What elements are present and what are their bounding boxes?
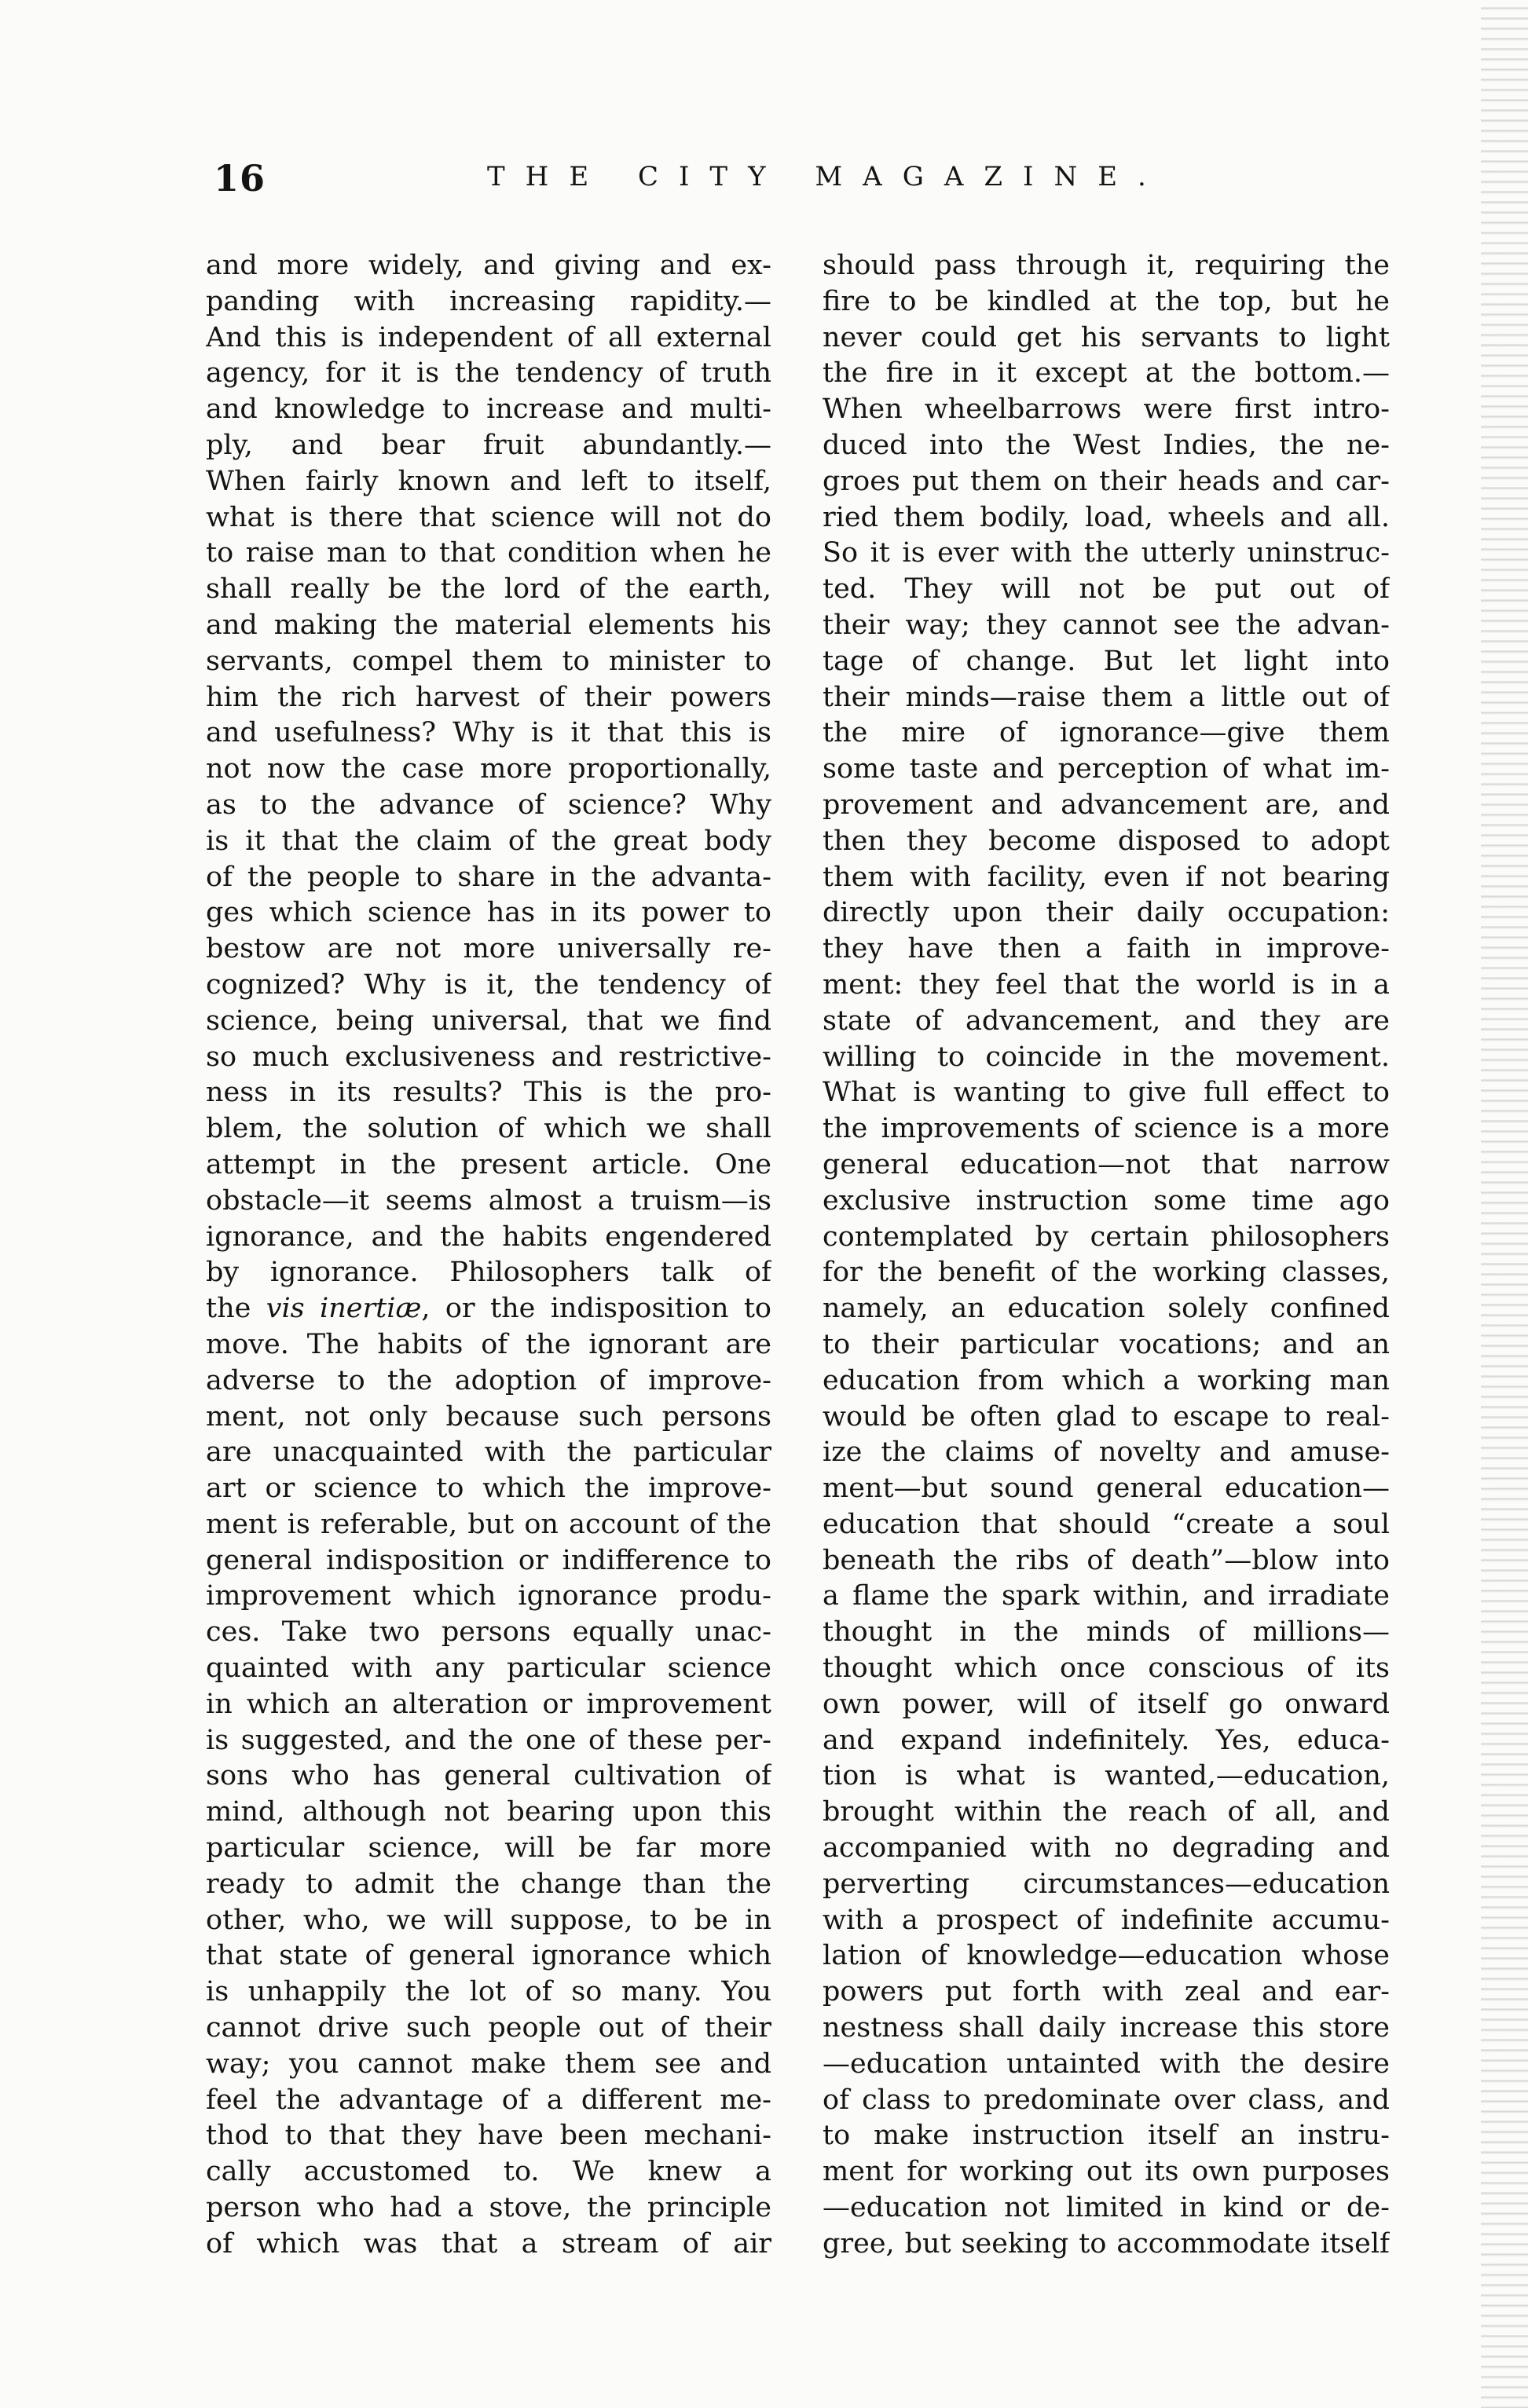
text-line: ment: they feel that the world is in a [823, 968, 1390, 1001]
text-line: When wheelbarrows were first intro- [823, 393, 1390, 426]
text-line: general education—not that narrow [823, 1148, 1390, 1180]
text-line: for the benefit of the working classes, [823, 1257, 1390, 1289]
text-line: is unhappily the lot of so many. You [206, 1976, 771, 2008]
text-line: what is there that science will not do [206, 501, 771, 533]
text-line: exclusive instruction some time ago [823, 1184, 1390, 1217]
text-line: education from which a working man [823, 1364, 1390, 1396]
text-line: tage of change. But let light into [823, 645, 1390, 677]
scan-edge-artifact [1481, 0, 1528, 2408]
text-line: to raise man to that condition when he [206, 537, 771, 569]
italic-phrase: vis inertiæ [266, 1293, 422, 1325]
text-line: cognized? Why is it, the tendency of [206, 968, 771, 1001]
text-line: attempt in the present article. One [206, 1148, 771, 1180]
text-line: ply, and bear fruit abundantly.— [206, 429, 771, 461]
right-text-column [823, 248, 1390, 2263]
text-line: —education untainted with the desire [823, 2048, 1390, 2080]
text-line: not now the case more proportionally, [206, 753, 771, 785]
text-line: namely, an education solely confined [823, 1293, 1390, 1325]
text-line: panding with increasing rapidity.— [206, 285, 771, 317]
text-line: to make instruction itself an instru- [823, 2120, 1390, 2152]
text-line: thod to that they have been mechani- [206, 2120, 771, 2152]
text-line: contemplated by certain philosophers [823, 1220, 1390, 1253]
running-title: THE CITY MAGAZINE. [487, 161, 1167, 192]
text-line: And this is independent of all external [206, 321, 771, 353]
text-line: ment is referable, but on account of the [206, 1508, 771, 1540]
text-line: sons who has general cultivation of [206, 1760, 771, 1792]
text-line: their way; they cannot see the advan- [823, 609, 1390, 641]
text-line: never could get his servants to light [823, 321, 1390, 353]
text-line: thought in the minds of millions— [823, 1616, 1390, 1649]
text-line: and knowledge to increase and multi- [206, 393, 771, 426]
text-line: ment, not only because such persons [206, 1400, 771, 1433]
text-line: What is wanting to give full effect to [823, 1077, 1390, 1109]
text-line: their minds—raise them a little out of [823, 681, 1390, 713]
text-line: is it that the claim of the great body [206, 825, 771, 857]
text-line: and more widely, and giving and ex- [206, 250, 771, 281]
text-line: provement and advancement are, and [823, 789, 1390, 821]
text-line: education that should “create a soul [823, 1508, 1390, 1540]
text-line: shall really be the lord of the earth, [206, 573, 771, 606]
text-line: ted. They will not be put out of [823, 573, 1390, 606]
text-line: are unacquainted with the particular [206, 1436, 771, 1469]
text-line: the improvements of science is a more [823, 1113, 1390, 1145]
text-line: that state of general ignorance which [206, 1940, 771, 1972]
text-line: with a prospect of indefinite accumu- [823, 1904, 1390, 1936]
text-line: ment—but sound general education— [823, 1473, 1390, 1505]
text-line: ness in its results? This is the pro- [206, 1077, 771, 1109]
text-line: they have then a faith in improve- [823, 933, 1390, 965]
text-line: mind, although not bearing upon this [206, 1796, 771, 1828]
text-line: general indisposition or indifference to [206, 1544, 771, 1576]
text-line: fire to be kindled at the top, but he [823, 285, 1390, 317]
text-line: thought which once conscious of its [823, 1652, 1390, 1685]
text-line: of the people to share in the advanta- [206, 861, 771, 893]
text-line: person who had a stove, the principle [206, 2192, 771, 2224]
text-line: willing to coincide in the movement. [823, 1041, 1390, 1073]
text-line: ment for working out its own purposes [823, 2156, 1390, 2188]
text-line: directly upon their daily occupation: [823, 897, 1390, 929]
text-line: state of advancement, and they are [823, 1005, 1390, 1037]
text-line: the vis inertiæ, or the indisposition to [206, 1293, 771, 1325]
text-line: nestness shall daily increase this store [823, 2012, 1390, 2044]
text-line: beneath the ribs of death”—blow into [823, 1544, 1390, 1576]
text-line: would be often glad to escape to real- [823, 1400, 1390, 1433]
text-line: duced into the West Indies, the ne- [823, 429, 1390, 461]
text-line: should pass through it, requiring the [823, 250, 1390, 281]
text-line: ges which science has in its power to [206, 897, 771, 929]
text-line: quainted with any particular science [206, 1652, 771, 1685]
text-line: particular science, will be far more [206, 1832, 771, 1865]
text-line: So it is ever with the utterly uninstruc- [823, 537, 1390, 569]
page-number: 16 [214, 157, 266, 199]
text-line: ces. Take two persons equally unac- [206, 1616, 771, 1649]
text-line: him the rich harvest of their powers [206, 681, 771, 713]
text-line: lation of knowledge—education whose [823, 1940, 1390, 1972]
text-line: improvement which ignorance produ- [206, 1580, 771, 1612]
text-line: tion is what is wanted,—education, [823, 1760, 1390, 1792]
text-line: ried them bodily, load, wheels and all. [823, 501, 1390, 533]
text-line: feel the advantage of a different me- [206, 2084, 771, 2116]
text-line: them with facility, even if not bearing [823, 861, 1390, 893]
text-line: own power, will of itself go onward [823, 1688, 1390, 1720]
text-line: adverse to the adoption of improve- [206, 1364, 771, 1396]
text-line: powers put forth with zeal and ear- [823, 1976, 1390, 2008]
text-line: When fairly known and left to itself, [206, 465, 771, 497]
text-line: so much exclusiveness and restrictive- [206, 1041, 771, 1073]
text-line: of class to predominate over class, and [823, 2084, 1390, 2116]
text-line: other, who, we will suppose, to be in [206, 1904, 771, 1936]
text-line: a flame the spark within, and irradiate [823, 1580, 1390, 1612]
left-text-column [206, 248, 771, 2263]
text-line: cally accustomed to. We knew a [206, 2156, 771, 2188]
text-line: to their particular vocations; and an [823, 1328, 1390, 1360]
text-line: groes put them on their heads and car- [823, 465, 1390, 497]
text-line: agency, for it is the tendency of truth [206, 357, 771, 390]
text-line: as to the advance of science? Why [206, 789, 771, 821]
text-line: the fire in it except at the bottom.— [823, 357, 1390, 390]
text-line: art or science to which the improve- [206, 1473, 771, 1505]
text-line: science, being universal, that we find [206, 1005, 771, 1037]
text-line: by ignorance. Philosophers talk of [206, 1257, 771, 1289]
text-line: move. The habits of the ignorant are [206, 1328, 771, 1360]
text-line: gree, but seeking to accommodate itself [823, 2227, 1390, 2260]
text-line: ready to admit the change than the [206, 1868, 771, 1900]
text-line: bestow are not more universally re- [206, 933, 771, 965]
text-line: and usefulness? Why is it that this is [206, 717, 771, 749]
text-line: way; you cannot make them see and [206, 2048, 771, 2080]
text-line: and expand indefinitely. Yes, educa- [823, 1724, 1390, 1756]
text-line: the mire of ignorance—give them [823, 717, 1390, 749]
text-line: servants, compel them to minister to [206, 645, 771, 677]
text-line: then they become disposed to adopt [823, 825, 1390, 857]
text-line: is suggested, and the one of these per- [206, 1724, 771, 1756]
text-line: in which an alteration or improvement [206, 1688, 771, 1720]
text-line: ize the claims of novelty and amuse- [823, 1436, 1390, 1469]
text-line: some taste and perception of what im- [823, 753, 1390, 785]
text-line: perverting circumstances—education [823, 1868, 1390, 1900]
text-line: —education not limited in kind or de- [823, 2192, 1390, 2224]
text-line: and making the material elements his [206, 609, 771, 641]
text-line: blem, the solution of which we shall [206, 1113, 771, 1145]
text-line: of which was that a stream of air [206, 2227, 771, 2260]
text-line: brought within the reach of all, and [823, 1796, 1390, 1828]
text-line: ignorance, and the habits engendered [206, 1220, 771, 1253]
text-line: accompanied with no degrading and [823, 1832, 1390, 1865]
text-line: cannot drive such people out of their [206, 2012, 771, 2044]
text-line: obstacle—it seems almost a truism—is [206, 1184, 771, 1217]
